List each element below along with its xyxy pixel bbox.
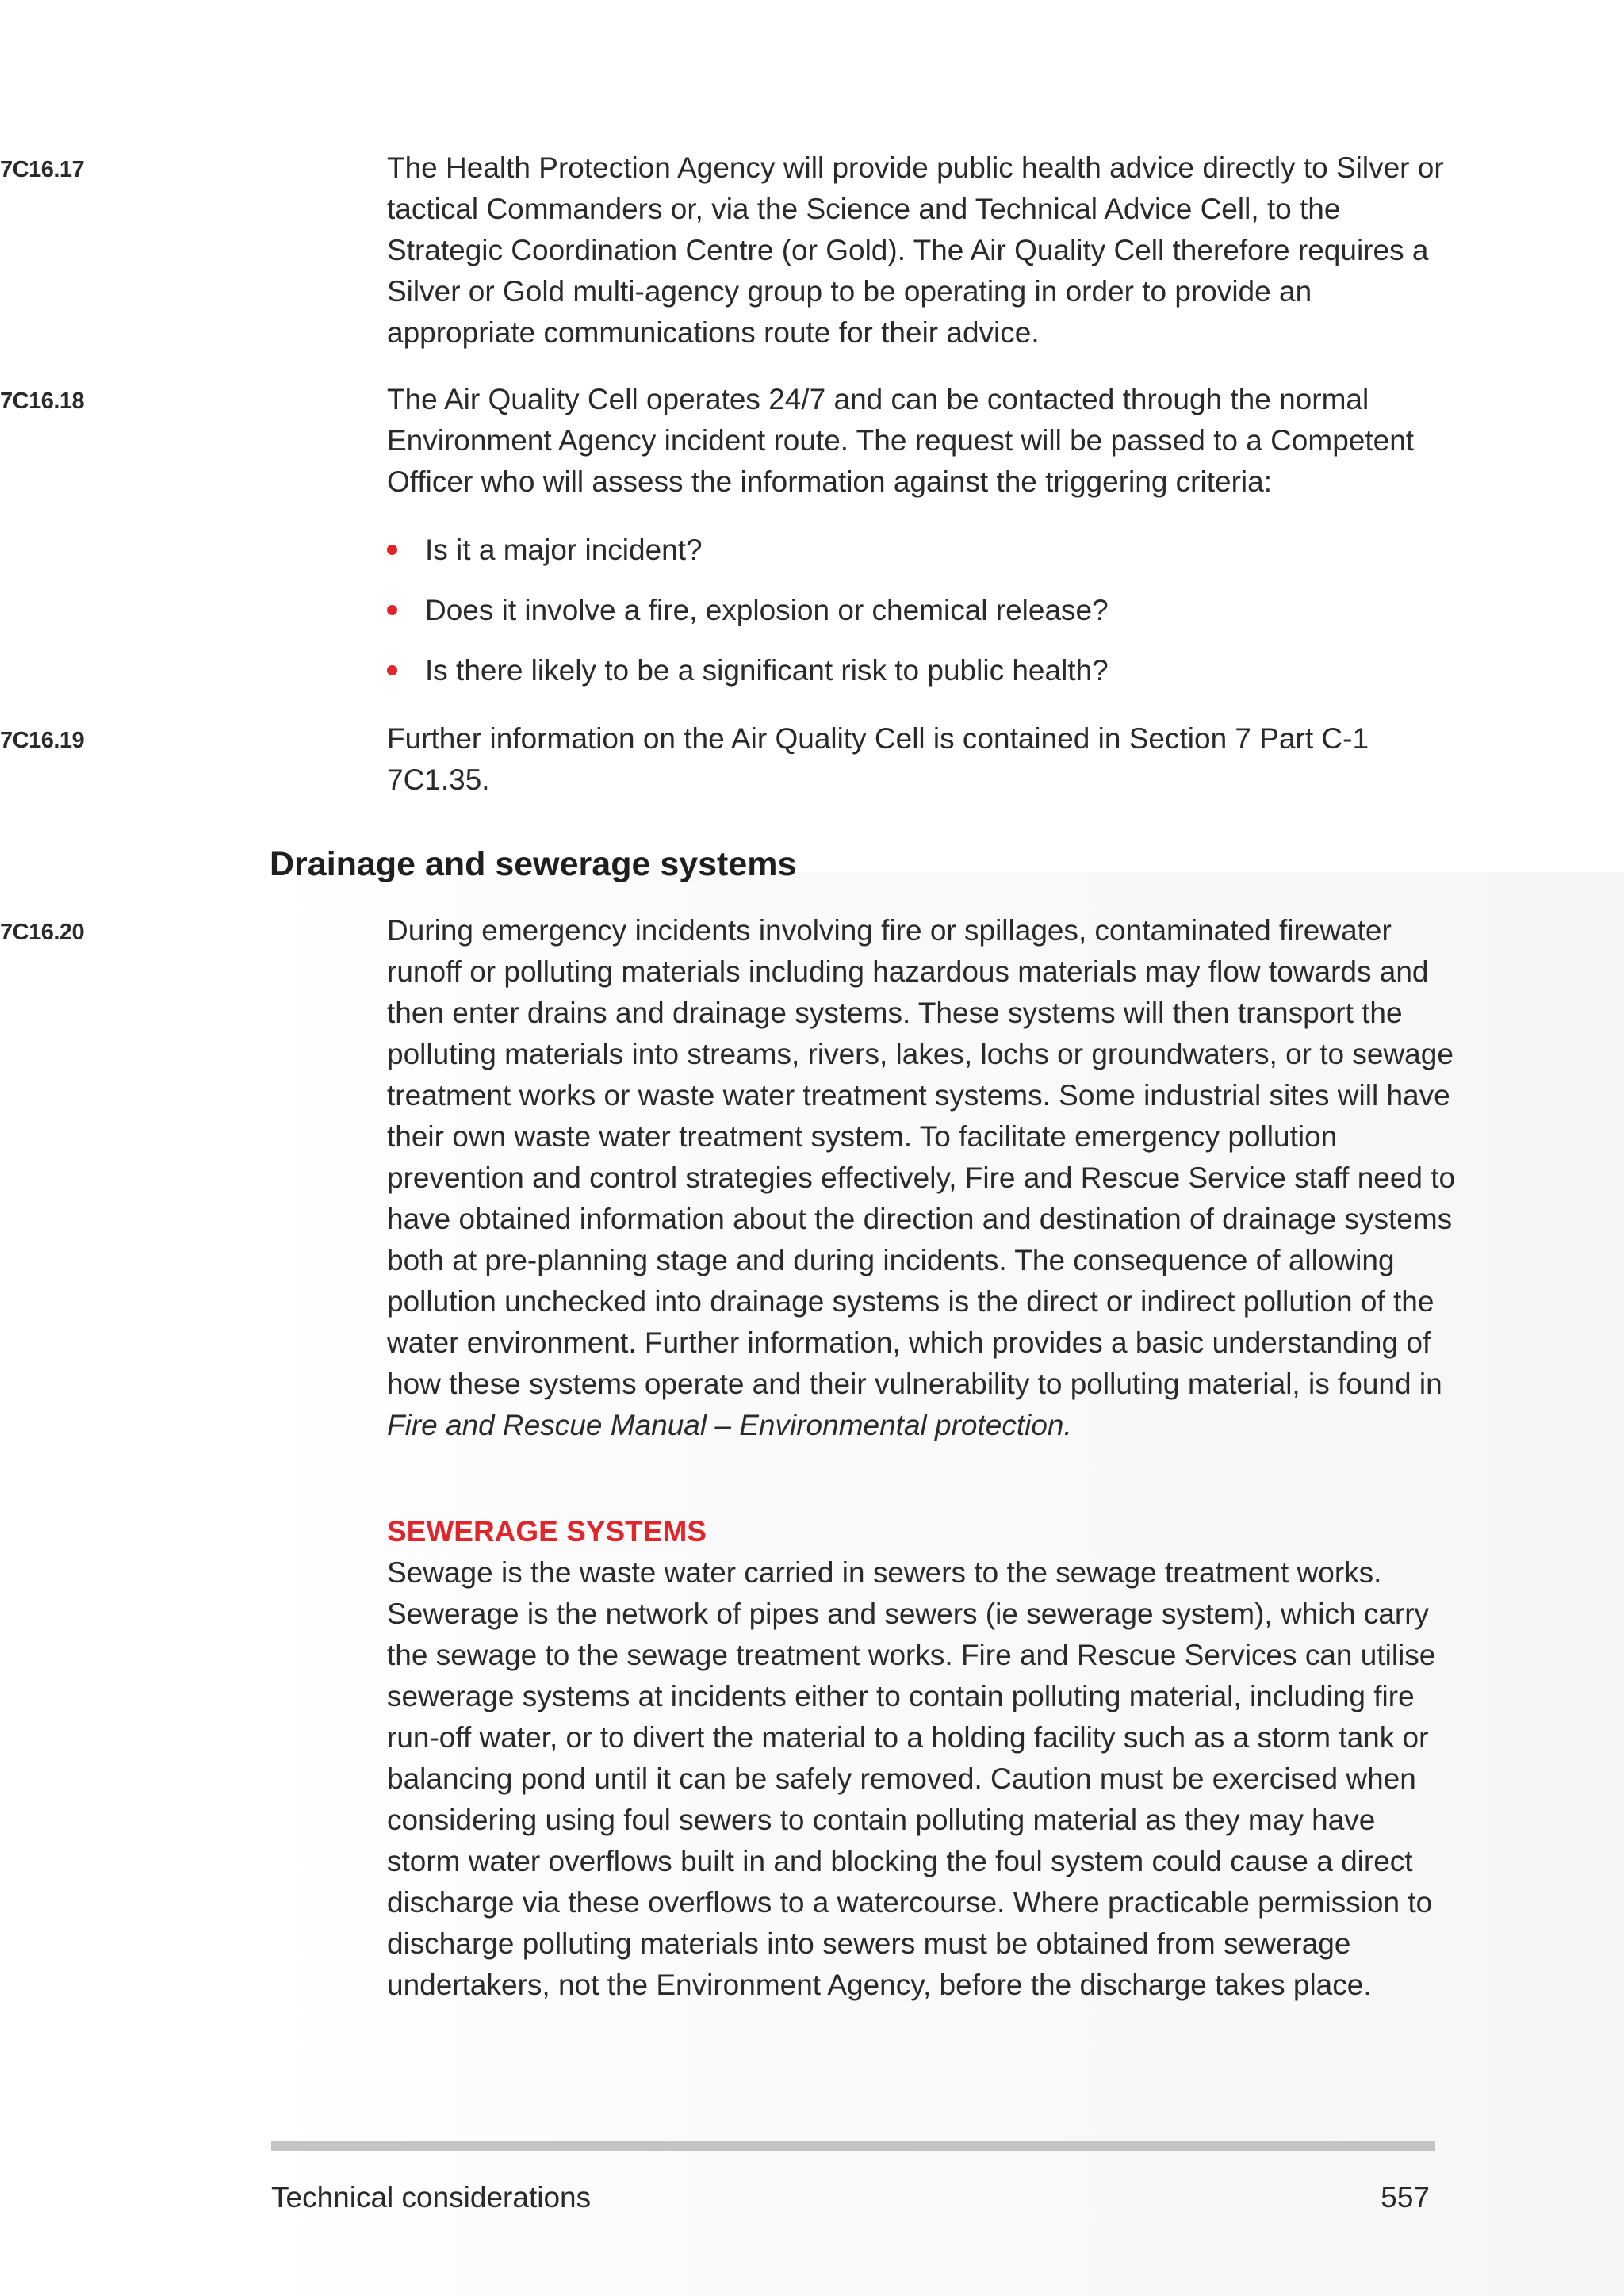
criteria-list [387,530,1418,710]
paragraph-text: The Health Protection Agency will provide public health advice directly to Silver or tactical Commanders or, via the Science and Technical Advice Cell, to the Strategic Coordination Centre (or Gold). The Air Quality Cell therefore requires a Silver or Gold multi-agency group to be operating in order to provide an appropriate communications route for their advice. [387,151,1444,349]
sewerage-text: Sewage is the waste water carried in sewers to the sewage treatment works. Sewerage is the network of pipes and sewers (ie sewerage system), which carry the sewage to the sewage treatment works. Fire and Rescue Services can utilise sewerage systems at incidents either to contain polluting material, including fire run-off water, or to divert the material to a holding facility such as a storm tank or balancing pond until it can be safely removed. Caution must be exercised when considering using foul sewers to contain polluting material as they may have storm water overflows built in and blocking the foul system could cause a direct discharge via these overflows to a watercourse. Where practicable permission to discharge polluting materials into sewers must be obtained from sewerage undertakers, not the Environment Agency, before the discharge takes place. [387,1556,1436,2001]
footer-section-title: Technical considerations [271,2181,592,2214]
paragraph-text: Further information on the Air Quality Cell is contained in Section 7 Part C-1 7C1.35. [387,722,1369,796]
list-item [387,650,1418,691]
paragraph-7c16-20 [0,910,1456,1446]
paragraph-7c16-18 [0,379,1443,503]
list-item-text: Does it involve a fire, explosion or chemical release? [425,594,1109,626]
paragraph-number: 7C16.20 [0,920,85,945]
list-item-text: Is there likely to be a significant risk to public health? [425,654,1109,687]
sewerage-subheading: SEWERAGE SYSTEMS [387,1515,707,1548]
paragraph-7c16-17 [0,147,1444,354]
page-number: 557 [1381,2181,1430,2214]
bullet-icon [387,545,397,555]
paragraph-number: 7C16.18 [0,388,85,414]
paragraph-text [387,910,1465,1446]
bullet-icon [387,605,397,615]
paragraph-number: 7C16.19 [0,728,85,753]
paragraph-body: During emergency incidents involving fire or spillages, contaminated firewater runoff or polluting materials including hazardous materials may flow towards and then enter drains and drainage systems. These systems will then transport the polluting materials into streams, rivers, lakes, lochs or groundwaters, or to sewage treatment works or waste water treatment systems. Some industrial sites will have their own waste water treatment system. To facilitate emergency pollution prevention and control strategies effectively, Fire and Rescue Service staff need to have obtained information about the direction and destination of drainage systems both at pre-planning stage and during incidents. The consequence of allowing pollution unchecked into drainage systems is the direct or indirect pollution of the water environment. Further information, which provides a basic understanding of how these systems operate and their vulnerability to polluting material, is found in [387,914,1456,1400]
paragraph-7c16-19 [0,718,1443,801]
list-item-text: Is it a major incident? [425,534,703,566]
bullet-icon [387,665,397,675]
manual-reference: Fire and Rescue Manual – Environmental protection. [387,1409,1072,1441]
paragraph-text: The Air Quality Cell operates 24/7 and can be contacted through the normal Environment Agency incident route. The request will be passed to a Competent Officer who will assess the information against the triggering criteria: [387,383,1415,498]
paragraph-number: 7C16.17 [0,157,85,182]
list-item [387,530,1418,571]
section-heading: Drainage and sewerage systems [270,845,797,883]
list-item [387,590,1418,631]
footer-rule [271,2141,1435,2151]
